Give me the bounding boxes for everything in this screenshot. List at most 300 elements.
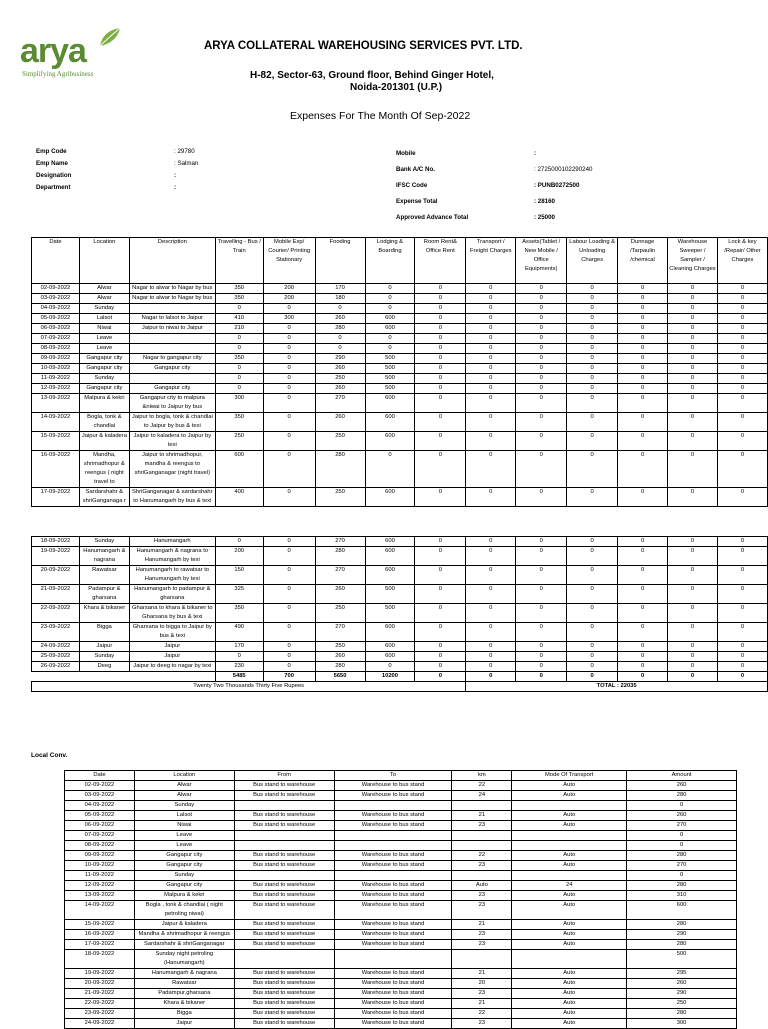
expense-cell: 0 [263,547,315,566]
local-conv-cell: Auto [512,979,627,989]
address-line-1: H-82, Sector-63, Ground floor, Behind Ginger Hotel, [250,70,494,81]
local-conv-cell: 17-09-2022 [65,940,135,950]
expense-cell: Bogla, tonk & chandlai [79,413,129,432]
local-conv-cell: Sunday [134,801,234,811]
expense-row [32,324,768,334]
expense-row [32,585,768,604]
expense-cell: 0 [466,451,516,488]
expense-cell: 14-09-2022 [32,413,80,432]
expense-cell: 0 [516,488,567,507]
expense-row [32,334,768,344]
expense-cell: 200 [263,284,315,294]
expense-cell: 0 [466,294,516,304]
expense-row [32,384,768,394]
expense-cell: 02-09-2022 [32,284,80,294]
local-conv-cell: 06-09-2022 [65,821,135,831]
expense-cell: Gangapur city [79,384,129,394]
local-conv-cell: 21-09-2022 [65,989,135,999]
local-conv-cell: 280 [627,1009,737,1019]
local-conv-row [65,801,737,811]
logo-tagline: Simplifying Agribusiness [22,70,94,78]
local-conv-cell: Warehouse to bus stand [334,791,452,801]
local-conv-cell: 20-09-2022 [65,979,135,989]
expense-cell: 230 [215,662,263,672]
expense-cell: 12-09-2022 [32,384,80,394]
expense-cell: 270 [315,537,365,547]
expense-cell: Nagar to alwar to Nagar by bus [129,284,215,294]
expense-cell: 250 [315,642,365,652]
total-cell: 0 [516,672,567,682]
expense-cell: 0 [567,547,618,566]
expense-cell [129,334,215,344]
local-conv-row [65,999,737,1009]
expense-cell: Jaipur [129,642,215,652]
expense-cell: 0 [618,314,668,324]
local-conv-row [65,791,737,801]
expense-cell: 0 [415,304,466,314]
expense-cell: Gangapur city to malpura &niwai to Jaipur by bus [129,394,215,413]
expense-cell: Khara & bikaner [79,604,129,623]
expense-cell: 0 [215,344,263,354]
expense-cell: 0 [466,547,516,566]
expense-cell: 0 [516,547,567,566]
expense-cell: 0 [668,334,718,344]
expense-cell: 490 [215,623,263,642]
local-conv-cell: 280 [627,940,737,950]
department-value: : [174,184,177,191]
expense-cell: 0 [263,652,315,662]
expense-cell: 0 [618,384,668,394]
expense-cell: 0 [618,652,668,662]
local-conv-cell [512,841,627,851]
expense-cell: 0 [668,344,718,354]
expense-cell: 0 [365,334,415,344]
expense-table [31,237,768,692]
expense-cell: 0 [567,623,618,642]
expense-row [32,284,768,294]
expense-cell: 0 [618,662,668,672]
local-conv-cell [452,871,512,881]
expense-cell: 600 [365,413,415,432]
local-conv-cell: Bus stand to warehouse [234,1019,334,1029]
expense-cell: 0 [516,585,567,604]
emp-code-value: : 29780 [174,148,195,155]
local-conv-row [65,1009,737,1019]
local-conv-cell: 04-09-2022 [65,801,135,811]
expense-cell [129,304,215,314]
expense-cell: 260 [315,314,365,324]
expense-cell: Sardarshahr & shriGanganaga r [79,488,129,507]
expense-cell: 410 [215,314,263,324]
expense-cell: 0 [618,413,668,432]
local-conv-row [65,950,737,969]
expense-cell: 0 [466,432,516,451]
local-conv-cell: 07-09-2022 [65,831,135,841]
expense-cell: 500 [365,585,415,604]
local-conv-cell [512,950,627,969]
local-conv-column-header: From [234,771,334,781]
local-conv-row [65,969,737,979]
local-conv-cell: 03-09-2022 [65,791,135,801]
expense-cell: Gangapur city [129,384,215,394]
expense-cell: 09-09-2022 [32,354,80,364]
expense-cell: 0 [415,384,466,394]
expense-cell: 0 [567,304,618,314]
expense-cell: 0 [717,488,767,507]
employee-info [36,146,236,206]
expense-cell: 0 [717,585,767,604]
expense-cell: 0 [567,354,618,364]
expense-cell [129,374,215,384]
expense-cell: 0 [516,314,567,324]
emp-name-label: Emp Name [36,160,68,167]
local-conv-cell: 260 [627,979,737,989]
expense-total-label: Expense Total [396,198,438,205]
expense-cell: 270 [315,566,365,585]
local-conv-cell: Bus stand to warehouse [234,901,334,920]
local-conv-cell: 22-09-2022 [65,999,135,1009]
expense-cell: 0 [415,324,466,334]
bank-account-label: Bank A/C No. [396,166,435,173]
local-conv-cell: Hanumangarh & nagrana [134,969,234,979]
expense-cell: 0 [263,413,315,432]
amount-words-row [32,682,768,692]
local-conv-cell: 23 [452,1019,512,1029]
expense-cell: 0 [567,488,618,507]
local-conv-cell: Bus stand to warehouse [234,979,334,989]
local-conv-cell [452,841,512,851]
local-conv-cell: Bus stand to warehouse [234,1009,334,1019]
local-conv-cell: Bus stand to warehouse [234,940,334,950]
local-conv-cell: Sardarshahr & shriGanganagar [134,940,234,950]
expense-cell: 0 [415,432,466,451]
local-conv-cell: 16-09-2022 [65,930,135,940]
expense-cell: Jaipur to shrimadhopur, mandha & reengus to shriGanganagar (night travel) [129,451,215,488]
local-conv-cell: 260 [627,781,737,791]
local-conv-cell: 20 [452,979,512,989]
expense-cell: Sunday [79,537,129,547]
total-cell: 0 [567,672,618,682]
expense-row [32,662,768,672]
local-conv-cell: Warehouse to bus stand [334,1019,452,1029]
expense-cell: 0 [717,394,767,413]
local-conv-cell: Warehouse to bus stand [334,1009,452,1019]
expense-row [32,652,768,662]
expense-cell: 0 [668,547,718,566]
totals-row [32,672,768,682]
expense-cell: 280 [315,324,365,334]
expense-row [32,364,768,374]
expense-cell: 0 [567,566,618,585]
local-conv-cell: 600 [627,901,737,920]
expense-cell: 0 [466,304,516,314]
local-conv-cell: 24 [452,791,512,801]
local-conv-cell: 21 [452,969,512,979]
local-conv-cell: Auto [512,811,627,821]
expense-cell: 0 [516,566,567,585]
bank-account-value: : 2725000102290240 [534,166,593,173]
expense-cell: 0 [668,374,718,384]
expense-cell: 0 [668,284,718,294]
expense-cell: 0 [415,642,466,652]
local-conv-cell: 11-09-2022 [65,871,135,881]
local-conv-cell [334,831,452,841]
expense-cell: 04-09-2022 [32,304,80,314]
expense-cell: Bigga [79,623,129,642]
expense-cell: Sunday [79,374,129,384]
expense-cell: 0 [668,394,718,413]
expense-row [32,304,768,314]
expense-cell: 0 [618,488,668,507]
expense-cell: 600 [365,566,415,585]
local-conv-cell: Auto [512,781,627,791]
expense-cell: 0 [263,432,315,451]
expense-cell: 200 [263,294,315,304]
local-conv-cell: Bus stand to warehouse [234,999,334,1009]
spacer-row [32,507,768,537]
expense-cell: 0 [717,432,767,451]
expense-row [32,642,768,652]
expense-cell: 0 [365,451,415,488]
local-conv-cell: Bus stand to warehouse [234,851,334,861]
local-conv-cell: Warehouse to bus stand [334,861,452,871]
expense-cell: 0 [516,623,567,642]
bank-info [396,148,656,228]
expense-cell: 0 [668,314,718,324]
local-conv-cell: 12-09-2022 [65,881,135,891]
expense-cell: 05-09-2022 [32,314,80,324]
expense-cell: 600 [365,623,415,642]
mobile-label: Mobile [396,150,416,157]
expense-cell: Hanumangarh & nagrana [79,547,129,566]
expense-cell: 350 [215,413,263,432]
local-conv-cell [334,871,452,881]
expense-cell: 0 [466,344,516,354]
local-conv-cell: 21 [452,999,512,1009]
expense-cell: 0 [415,488,466,507]
expense-cell: Jaipur & kaladera [79,432,129,451]
expense-cell: 10-09-2022 [32,364,80,374]
local-conv-cell: 280 [627,851,737,861]
expense-cell: Jaipur [129,652,215,662]
expense-cell: 24-09-2022 [32,642,80,652]
local-conv-cell: 0 [627,841,737,851]
local-conv-table [64,770,737,1029]
expense-cell: 0 [263,566,315,585]
expense-cell: 0 [567,364,618,374]
expense-cell: 500 [365,604,415,623]
department-label: Department [36,184,71,191]
expense-cell: 0 [567,662,618,672]
expense-cell: 0 [466,384,516,394]
expense-cell: 0 [263,384,315,394]
expense-cell: 0 [717,642,767,652]
local-conv-cell: Auto [512,791,627,801]
expense-cell: Padampur & gharsana [79,585,129,604]
local-conv-row [65,821,737,831]
expense-cell: 0 [215,537,263,547]
expense-cell: 325 [215,585,263,604]
local-conv-row [65,881,737,891]
expense-row [32,394,768,413]
local-conv-cell: Auto [512,1009,627,1019]
expense-cell: 180 [315,294,365,304]
expense-cell: 0 [415,314,466,324]
expense-cell: 16-09-2022 [32,451,80,488]
expense-cell: 0 [415,585,466,604]
local-conv-cell: 21 [452,920,512,930]
expense-cell: Leave [79,334,129,344]
expense-cell: 0 [466,324,516,334]
local-conv-cell: 09-09-2022 [65,851,135,861]
expense-cell: 0 [263,537,315,547]
expense-cell: 0 [618,566,668,585]
local-conv-cell: 300 [627,1019,737,1029]
expense-cell: 500 [365,384,415,394]
expense-cell: 0 [365,294,415,304]
local-conv-row [65,940,737,950]
expense-cell: 600 [215,451,263,488]
local-conv-cell: Auto [512,891,627,901]
expense-cell: 0 [567,344,618,354]
expense-cell: 18-09-2022 [32,537,80,547]
local-conv-cell: 270 [627,821,737,831]
expense-row [32,488,768,507]
expense-cell: 0 [516,334,567,344]
expense-cell: 260 [315,384,365,394]
local-conv-cell [512,871,627,881]
expense-cell: 170 [315,284,365,294]
local-conv-cell: Auto [512,821,627,831]
expense-cell: 13-09-2022 [32,394,80,413]
expense-column-header: Mobile Exp/ Courier/ Printing Stationary [263,238,315,284]
expense-cell: 250 [315,432,365,451]
expense-cell: 0 [717,284,767,294]
expense-cell: 0 [516,394,567,413]
expense-cell: 07-09-2022 [32,334,80,344]
expense-column-header: Room Rent& Office Rent [415,238,466,284]
expense-cell: 350 [215,294,263,304]
expense-cell: 0 [567,384,618,394]
local-conv-cell: Warehouse to bus stand [334,989,452,999]
local-conv-cell: Khara & bikaner [134,999,234,1009]
local-conv-cell: Warehouse to bus stand [334,930,452,940]
expense-cell: 0 [466,488,516,507]
local-conv-cell: Bus stand to warehouse [234,969,334,979]
expense-row [32,413,768,432]
total-cell: 700 [263,672,315,682]
local-conv-cell: Sunday night petroling (Hanumangarh) [134,950,234,969]
expense-cell: 0 [618,374,668,384]
local-conv-cell: Jaipur & kaladera [134,920,234,930]
expense-cell: 260 [315,652,365,662]
expense-cell: Malpura & kekri [79,394,129,413]
expense-row [32,374,768,384]
local-conv-cell: 270 [627,861,737,871]
expense-cell: 0 [717,623,767,642]
expense-cell: 15-09-2022 [32,432,80,451]
local-conv-cell: Lalsot [134,811,234,821]
expense-cell: Nagar to gangapur city [129,354,215,364]
expense-cell: 0 [668,623,718,642]
local-conv-cell: 13-09-2022 [65,891,135,901]
expense-cell: 0 [567,294,618,304]
expense-cell: 0 [415,604,466,623]
expense-cell: 06-09-2022 [32,324,80,334]
local-conv-cell: 19-09-2022 [65,969,135,979]
expense-cell: 0 [668,304,718,314]
expense-cell: 0 [415,451,466,488]
expense-cell: 0 [215,384,263,394]
expense-cell: 0 [263,585,315,604]
expense-cell: 150 [215,566,263,585]
local-conv-cell: 23 [452,891,512,901]
expense-cell: 250 [315,374,365,384]
expense-cell: 0 [668,652,718,662]
expense-cell: 0 [263,488,315,507]
expense-cell: Hanumangarh & nagrana to Hanumangarh by texi [129,547,215,566]
expense-cell: Rawatsar [79,566,129,585]
expense-cell: Niwai [79,324,129,334]
expense-cell: 0 [263,451,315,488]
address-line-2: Noida-201301 (U.P.) [350,82,443,93]
expense-cell: 0 [263,334,315,344]
expense-cell: 250 [215,432,263,451]
expense-column-header: Fooding [315,238,365,284]
expense-cell: 0 [415,662,466,672]
expense-cell: 0 [717,344,767,354]
expense-column-header: Travelling - Bus / Train [215,238,263,284]
expense-cell: 500 [365,364,415,374]
expense-cell: 0 [415,354,466,364]
local-conv-cell: Auto [512,989,627,999]
expense-row [32,432,768,451]
expense-cell: 0 [263,354,315,364]
local-conv-cell: Warehouse to bus stand [334,999,452,1009]
expense-cell: 0 [567,284,618,294]
expense-cell: 21-09-2022 [32,585,80,604]
expense-cell: 0 [717,314,767,324]
expense-cell: 0 [668,294,718,304]
local-conv-cell: 0 [627,871,737,881]
expense-cell: 350 [215,284,263,294]
expense-cell: 0 [717,604,767,623]
expense-cell: 600 [365,537,415,547]
expense-column-header: Dunnage /Tarpaulin /chemical [618,238,668,284]
expense-cell: Nagar to lalsot to Jaipur [129,314,215,324]
expense-cell: 0 [618,451,668,488]
local-conv-cell: 23 [452,861,512,871]
local-conv-cell: 23-09-2022 [65,1009,135,1019]
expense-cell: 0 [466,566,516,585]
local-conv-cell: 310 [627,891,737,901]
expense-cell: 0 [618,547,668,566]
local-conv-cell: Bus stand to warehouse [234,930,334,940]
local-conv-row [65,979,737,989]
local-conv-cell: Alwar [134,781,234,791]
local-conv-cell: Niwai [134,821,234,831]
expense-cell: Jaipur [79,642,129,652]
expense-row [32,344,768,354]
expense-cell: 0 [567,413,618,432]
expense-cell: 0 [516,364,567,374]
expense-cell: 0 [668,488,718,507]
expense-cell: 0 [618,364,668,374]
expense-cell: 260 [315,585,365,604]
expense-cell: 0 [668,413,718,432]
local-conv-cell [234,831,334,841]
expense-cell: 0 [668,642,718,652]
